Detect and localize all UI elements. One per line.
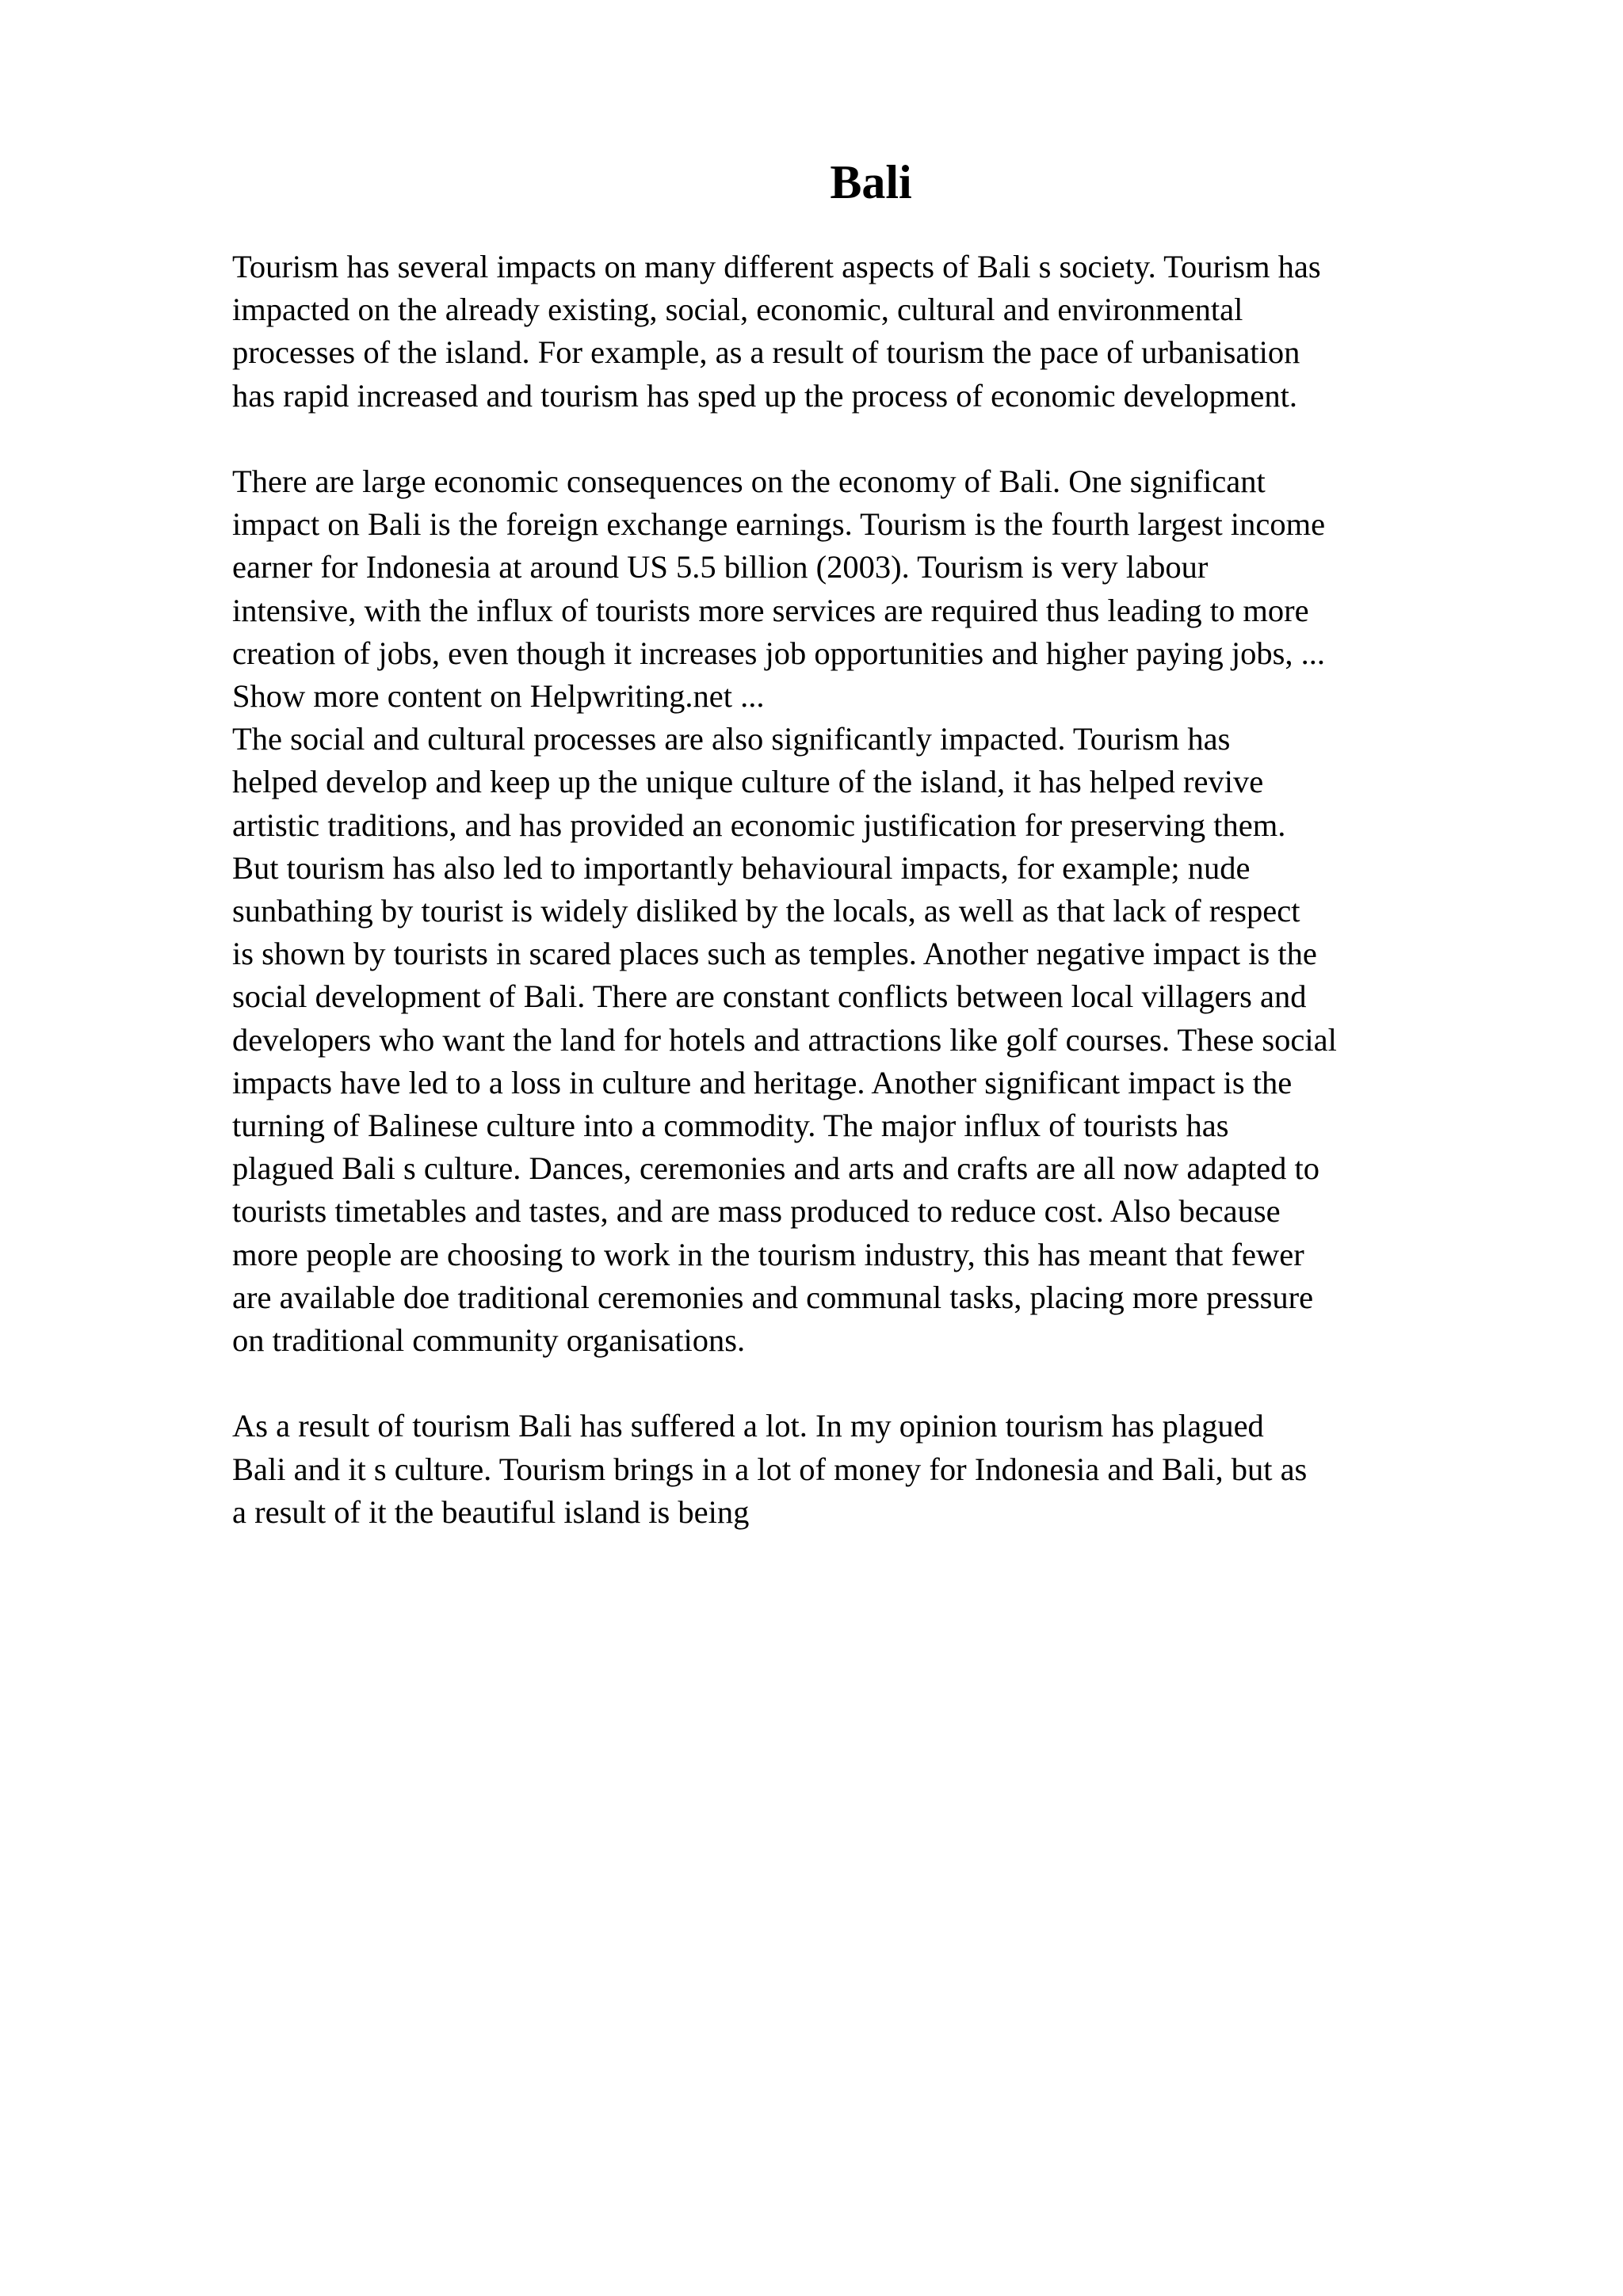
paragraph-spacer [232, 1362, 1564, 1405]
text-line: helped develop and keep up the unique culture of the island, it has helped revive [232, 764, 1264, 800]
text-line: Bali and it s culture. Tourism brings in a lot of money for Indonesia and Bali, but as [232, 1451, 1308, 1487]
text-line: The social and cultural processes are also significantly impacted. Tourism has [232, 721, 1231, 757]
paragraph-intro [232, 246, 1564, 418]
text-line: impacts have led to a loss in culture and heritage. Another significant impact is the [232, 1064, 1293, 1100]
text-line: turning of Balinese culture into a commodity. The major influx of tourists has [232, 1108, 1229, 1144]
text-line: artistic traditions, and has provided an economic justification for preserving them. [232, 807, 1286, 843]
text-line: intensive, with the influx of tourists more services are required thus leading to more [232, 592, 1309, 628]
show-more-line: Show more content on Helpwriting.net ... [232, 678, 765, 715]
text-line: is shown by tourists in scared places such as temples. Another negative impact is the [232, 936, 1317, 972]
text-line: social development of Bali. There are constant conflicts between local villagers and [232, 978, 1307, 1015]
text-line: has rapid increased and tourism has sped up the process of economic development. [232, 377, 1297, 414]
text-line: creation of jobs, even though it increases job opportunities and higher paying jobs, ... [232, 635, 1325, 671]
text-line: tourists timetables and tastes, and are mass produced to reduce cost. Also because [232, 1193, 1281, 1230]
text-line: There are large economic consequences on the economy of Bali. One significant [232, 463, 1266, 499]
document-body [232, 246, 1564, 1534]
text-line: sunbathing by tourist is widely disliked by the locals, as well as that lack of respect [232, 893, 1300, 929]
text-line: on traditional community organisations. [232, 1322, 746, 1359]
text-line: processes of the island. For example, as a result of tourism the pace of urbanisation [232, 334, 1300, 371]
text-line: impact on Bali is the foreign exchange earnings. Tourism is the fourth largest income [232, 506, 1326, 543]
text-line: a result of it the beautiful island is being [232, 1493, 750, 1530]
text-line: earner for Indonesia at around US 5.5 billion (2003). Tourism is very labour [232, 549, 1209, 585]
text-line: are available doe traditional ceremonies and communal tasks, placing more pressure [232, 1279, 1314, 1315]
text-line: impacted on the already existing, social, economic, cultural and environmental [232, 292, 1243, 328]
text-line: plagued Bali s culture. Dances, ceremonies and arts and crafts are all now adapted to [232, 1150, 1319, 1187]
paragraph-economic-social [232, 460, 1564, 1362]
text-line: more people are choosing to work in the tourism industry, this has meant that fewer [232, 1236, 1304, 1272]
text-line: As a result of tourism Bali has suffered a lot. In my opinion tourism has plagued [232, 1408, 1264, 1444]
text-line: But tourism has also led to importantly behavioural impacts, for example; nude [232, 849, 1251, 886]
paragraph-spacer [232, 418, 1564, 460]
page-title: Bali [830, 156, 912, 208]
paragraph-conclusion [232, 1405, 1564, 1534]
text-line: Tourism has several impacts on many different aspects of Bali s society. Tourism has [232, 249, 1321, 284]
text-line: developers who want the land for hotels and attractions like golf courses. These social [232, 1021, 1337, 1058]
